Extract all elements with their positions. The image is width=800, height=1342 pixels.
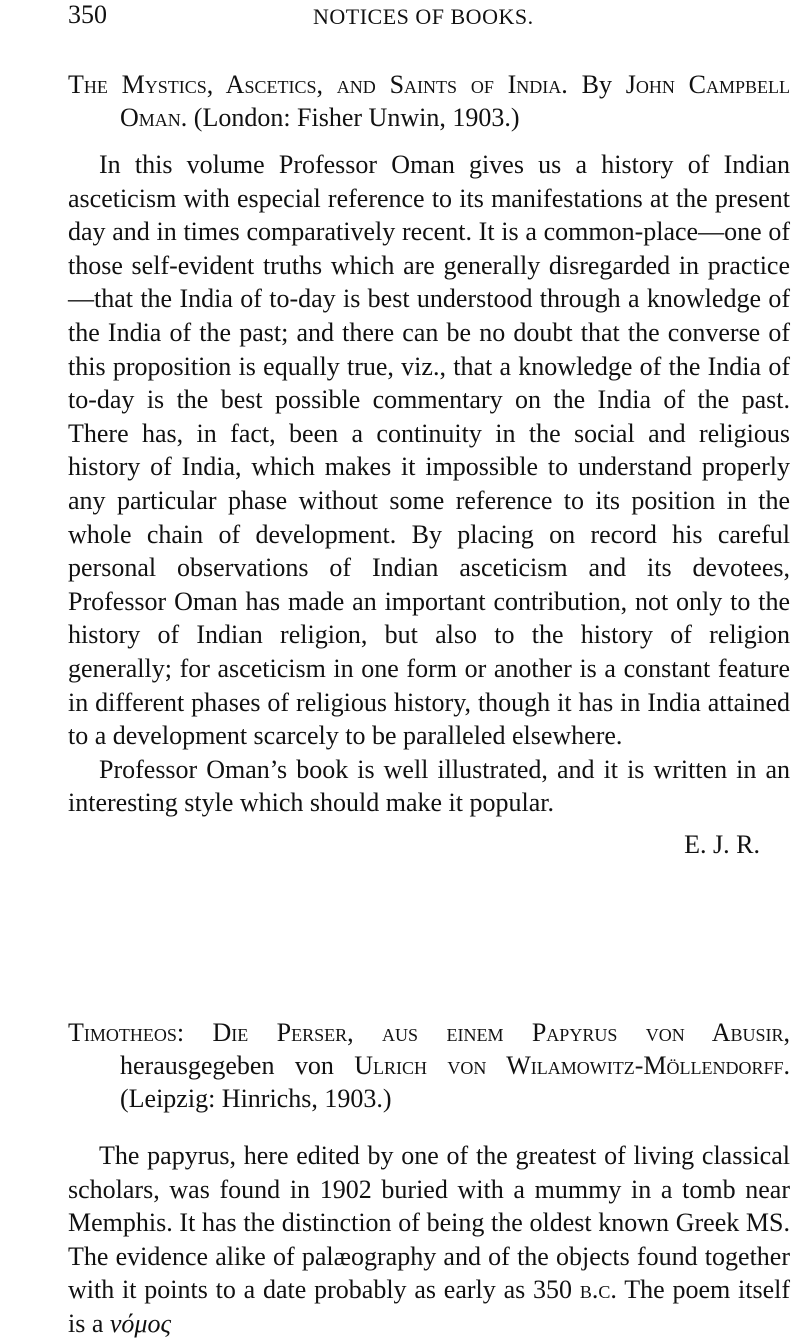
editor-line: herausgegeben von: [120, 1051, 334, 1080]
book-author: John Campbell Oman.: [120, 70, 791, 132]
paragraph-text: The papyrus, here edited by one of the greatest of living classical scholars, was found in 1902 buried with a mummy in a tomb near Memphis. It has the distinction of being the oldest known Greek MS. The evidence alike of palæography and of the objects found together with it points to a date probably as early as 350: [68, 1141, 790, 1305]
paragraph-text-end: The poem itself is a: [68, 1275, 790, 1338]
running-head: [68, 0, 788, 34]
book-editor: Ulrich von Wilamowitz-Möllendorff.: [354, 1051, 790, 1080]
review-paragraph-1: [68, 1139, 790, 1341]
book-imprint: (Leipzig: Hinrichs, 1903.): [120, 1084, 392, 1113]
book-imprint: (London: Fisher Unwin, 1903.): [193, 103, 520, 132]
review-mystics-ascetics: [68, 68, 790, 861]
date-abbreviation: b.c.: [579, 1275, 617, 1305]
review-timotheos: [68, 1016, 790, 1341]
book-title: Timotheos: Die Perser, aus einem Papyrus von Abusir,: [68, 1018, 790, 1047]
review-paragraph-1: In this volume Professor Oman gives us a history of Indian asceticism with especial reference to its manifestations at the present day and in times comparatively recent. It is a common-place—one of those self-evident truths which are generally disregarded in practice—that the India of to-day is best understood through a knowledge of the India of the past; and there can be no doubt that the converse of this proposition is equally true, viz., that a knowledge of the India of to-day is the best possible commentary on the India of the past. There has, in fact, been a continuity in the social and religious history of India, which makes it impossible to understand properly any particular phase without some reference to its position in the whole chain of development. By placing on record his careful personal observations of Indian asceticism and its devotees, Professor Oman has made an important contribution, not only to the history of Indian religion, but also to the history of religion generally; for asceticism in one form or another is a constant feature in different phases of religious history, though it has in India attained to a development scarcely to be paralleled elsewhere.: [68, 150, 790, 751]
review-heading: [68, 1016, 790, 1115]
reviewer-initials: E. J. R.: [684, 829, 760, 859]
by-word: By: [581, 70, 612, 99]
running-title: NOTICES OF BOOKS.: [313, 4, 534, 29]
page-number: 350: [68, 0, 107, 29]
review-heading: [68, 68, 790, 134]
review-paragraph-2: Professor Oman’s book is well illustrated, and it is written in an interesting style which should make it popular.: [68, 754, 790, 818]
greek-word: νόμος: [109, 1308, 172, 1338]
book-title: The Mystics, Ascetics, and Saints of India.: [68, 70, 568, 99]
